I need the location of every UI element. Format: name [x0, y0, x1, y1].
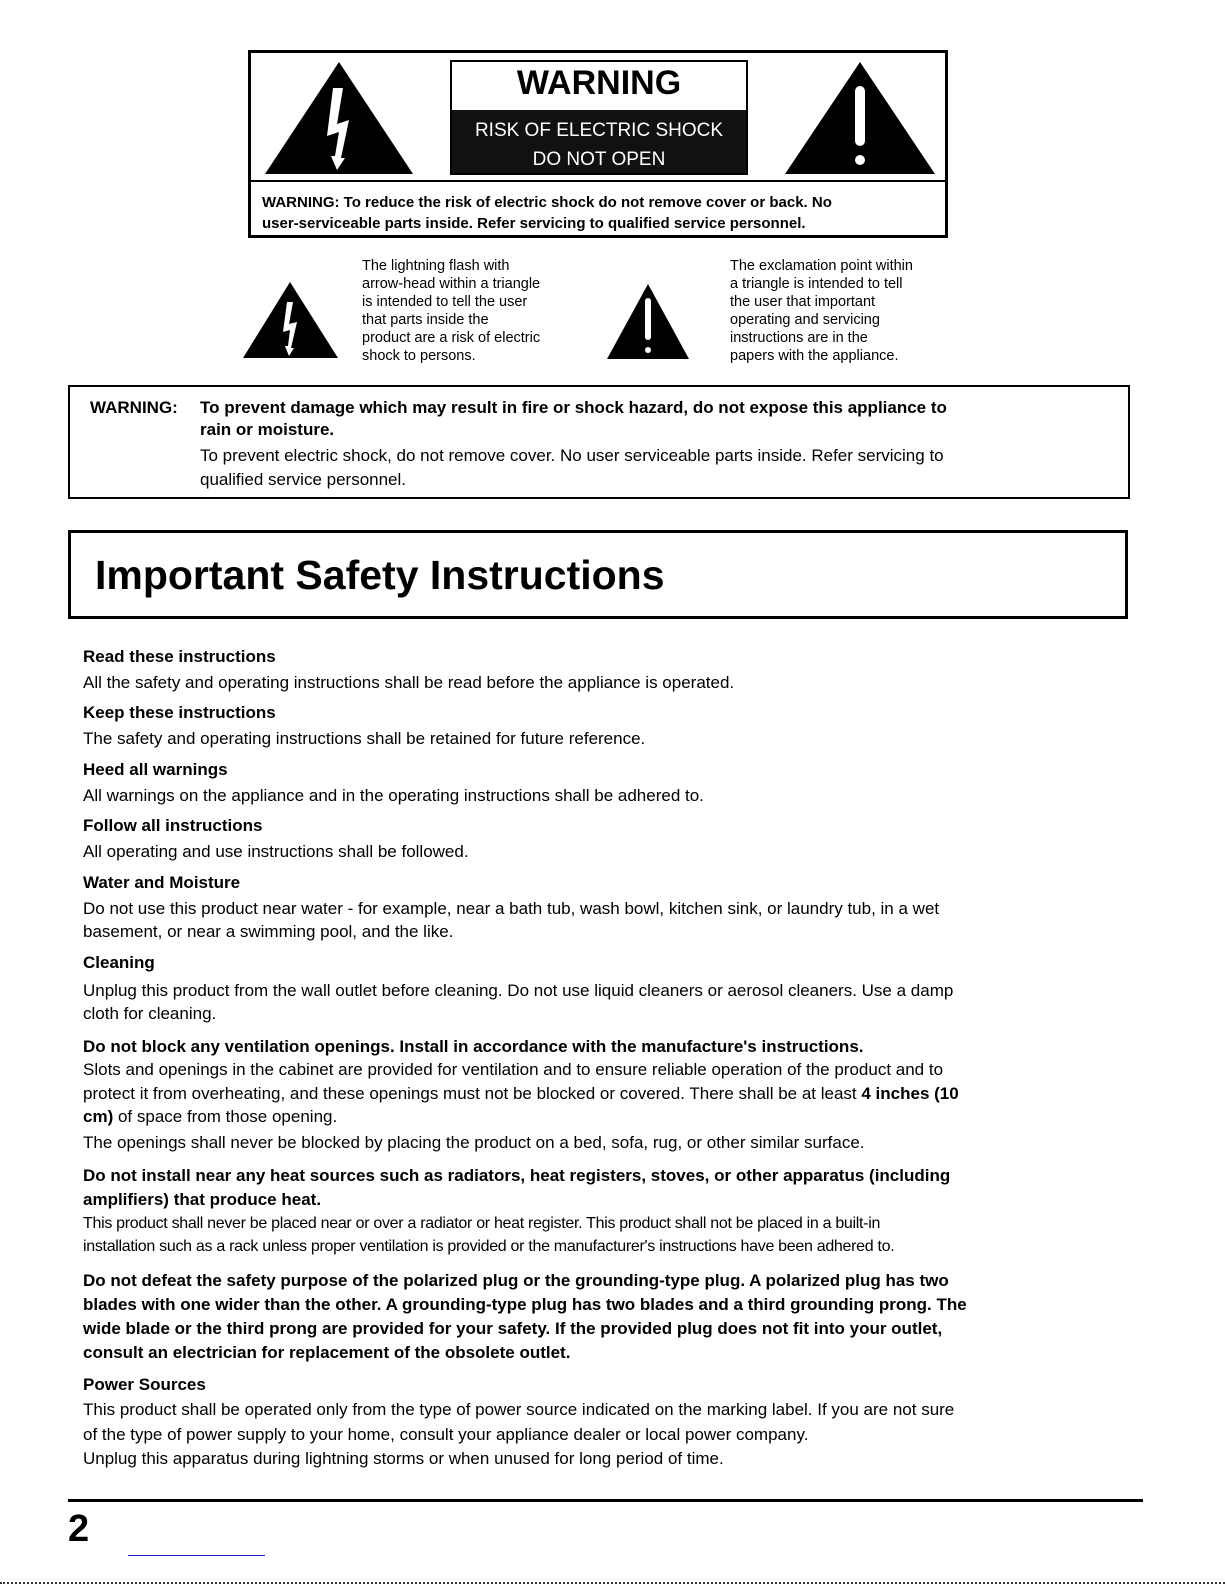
do-not-open-text: DO NOT OPEN	[532, 149, 666, 170]
exclamation-triangle-icon	[607, 284, 689, 359]
section-text	[83, 1107, 337, 1127]
page-title: Important Safety Instructions	[95, 552, 665, 598]
section-heading: Power Sources	[83, 1375, 206, 1394]
divider	[248, 180, 948, 182]
section-heading: consult an electrician for replacement of the obsolete outlet.	[83, 1343, 571, 1362]
section-heading: amplifiers) that produce heat.	[83, 1190, 322, 1209]
blue-underline	[128, 1555, 265, 1556]
lightning-explanation	[362, 257, 540, 365]
text-line: The lightning flash with	[362, 258, 510, 274]
text-line: is intended to tell the user	[362, 294, 528, 310]
warning-text-line: To prevent electric shock, do not remove cover. No user serviceable parts inside. Refer servicing to	[200, 446, 944, 465]
risk-text: RISK OF ELECTRIC SHOCK	[474, 120, 724, 141]
section-text: All the safety and operating instructions shall be read before the appliance is operated.	[83, 673, 735, 692]
section-heading: Follow all instructions	[83, 816, 263, 835]
section-text: Do not use this product near water - for example, near a bath tub, wash bowl, kitchen sink, or laundry tub, in a wet	[83, 899, 940, 918]
text-span: of space from those opening.	[113, 1107, 338, 1126]
section-heading: Do not defeat the safety purpose of the polarized plug or the grounding-type plug. A polarized plug has two	[83, 1271, 949, 1290]
text-line: instructions are in the	[730, 330, 868, 346]
warning-prefix: WARNING:	[90, 398, 178, 417]
section-text: This product shall be operated only from the type of power source indicated on the marking label. If you are not sure	[83, 1400, 955, 1419]
page-number: 2	[68, 1508, 90, 1550]
text-line: the user that important	[730, 294, 876, 310]
section-text	[83, 1084, 959, 1104]
section-text: All warnings on the appliance and in the operating instructions shall be adhered to.	[83, 786, 704, 805]
text-line: product are a risk of electric	[362, 330, 541, 346]
text-line: shock to persons.	[362, 348, 476, 364]
text-line: papers with the appliance.	[730, 348, 899, 364]
warning-title: WARNING	[516, 64, 682, 102]
text-line: operating and servicing	[730, 312, 880, 328]
text-line: arrow-head within a triangle	[362, 276, 541, 292]
section-text: Unplug this apparatus during lightning storms or when unused for long period of time.	[83, 1449, 724, 1468]
section-heading: Do not install near any heat sources such as radiators, heat registers, stoves, or other apparatus (including	[83, 1166, 951, 1185]
section-text: cloth for cleaning.	[83, 1004, 217, 1023]
section-heading: Cleaning	[83, 953, 155, 972]
section-text: All operating and use instructions shall be followed.	[83, 842, 469, 861]
page-edge	[0, 1582, 1225, 1584]
text-line: that parts inside the	[362, 312, 489, 328]
section-heading: Read these instructions	[83, 647, 276, 666]
section-text: The safety and operating instructions shall be retained for future reference.	[83, 729, 646, 748]
section-heading: wide blade or the third prong are provided for your safety. If the provided plug does not fit into your outlet,	[83, 1319, 943, 1338]
emphasis: 4 inches (10	[861, 1084, 959, 1103]
warning-bold-line: To prevent damage which may result in fire or shock hazard, do not expose this appliance to	[200, 398, 947, 417]
exclamation-triangle-icon	[785, 62, 935, 174]
section-heading: Keep these instructions	[83, 703, 276, 722]
footer-rule	[68, 1499, 1143, 1502]
section-text: Unplug this product from the wall outlet before cleaning. Do not use liquid cleaners or aerosol cleaners. Use a damp	[83, 981, 954, 1000]
emphasis: cm)	[83, 1107, 114, 1126]
section-text: Slots and openings in the cabinet are provided for ventilation and to ensure reliable operation of the product and to	[83, 1060, 944, 1079]
text-line: a triangle is intended to tell	[730, 276, 903, 292]
moisture-warning-box	[68, 385, 1130, 499]
text-span: protect it from overheating, and these openings must not be blocked or covered. There shall be at least	[83, 1084, 862, 1103]
section-heading: Water and Moisture	[83, 873, 241, 892]
section-text: basement, or near a swimming pool, and the like.	[83, 922, 454, 941]
label-warning-line: WARNING: To reduce the risk of electric shock do not remove cover or back. No	[262, 194, 832, 211]
section-heading: Heed all warnings	[83, 760, 228, 779]
section-text: The openings shall never be blocked by placing the product on a bed, sofa, rug, or other similar surface.	[83, 1133, 865, 1152]
section-heading: Do not block any ventilation openings. Install in accordance with the manufacture's instructions.	[83, 1037, 864, 1056]
label-warning-line: user-serviceable parts inside. Refer servicing to qualified service personnel.	[262, 215, 806, 232]
warning-bold-line: rain or moisture.	[200, 420, 335, 439]
lightning-triangle-icon	[265, 62, 413, 174]
section-heading: blades with one wider than the other. A grounding-type plug has two blades and a third grounding prong. The	[83, 1295, 967, 1314]
exclamation-explanation	[730, 257, 913, 365]
section-text: This product shall never be placed near or over a radiator or heat register. This product shall not be placed in a built-in	[83, 1215, 881, 1232]
text-line: The exclamation point within	[730, 258, 913, 274]
warning-text-line: qualified service personnel.	[200, 470, 407, 489]
section-text: of the type of power supply to your home, consult your appliance dealer or local power company.	[83, 1425, 809, 1444]
section-text: installation such as a rack unless proper ventilation is provided or the manufacturer's instructions have been adhered to.	[83, 1238, 895, 1255]
lightning-triangle-icon	[243, 282, 338, 358]
